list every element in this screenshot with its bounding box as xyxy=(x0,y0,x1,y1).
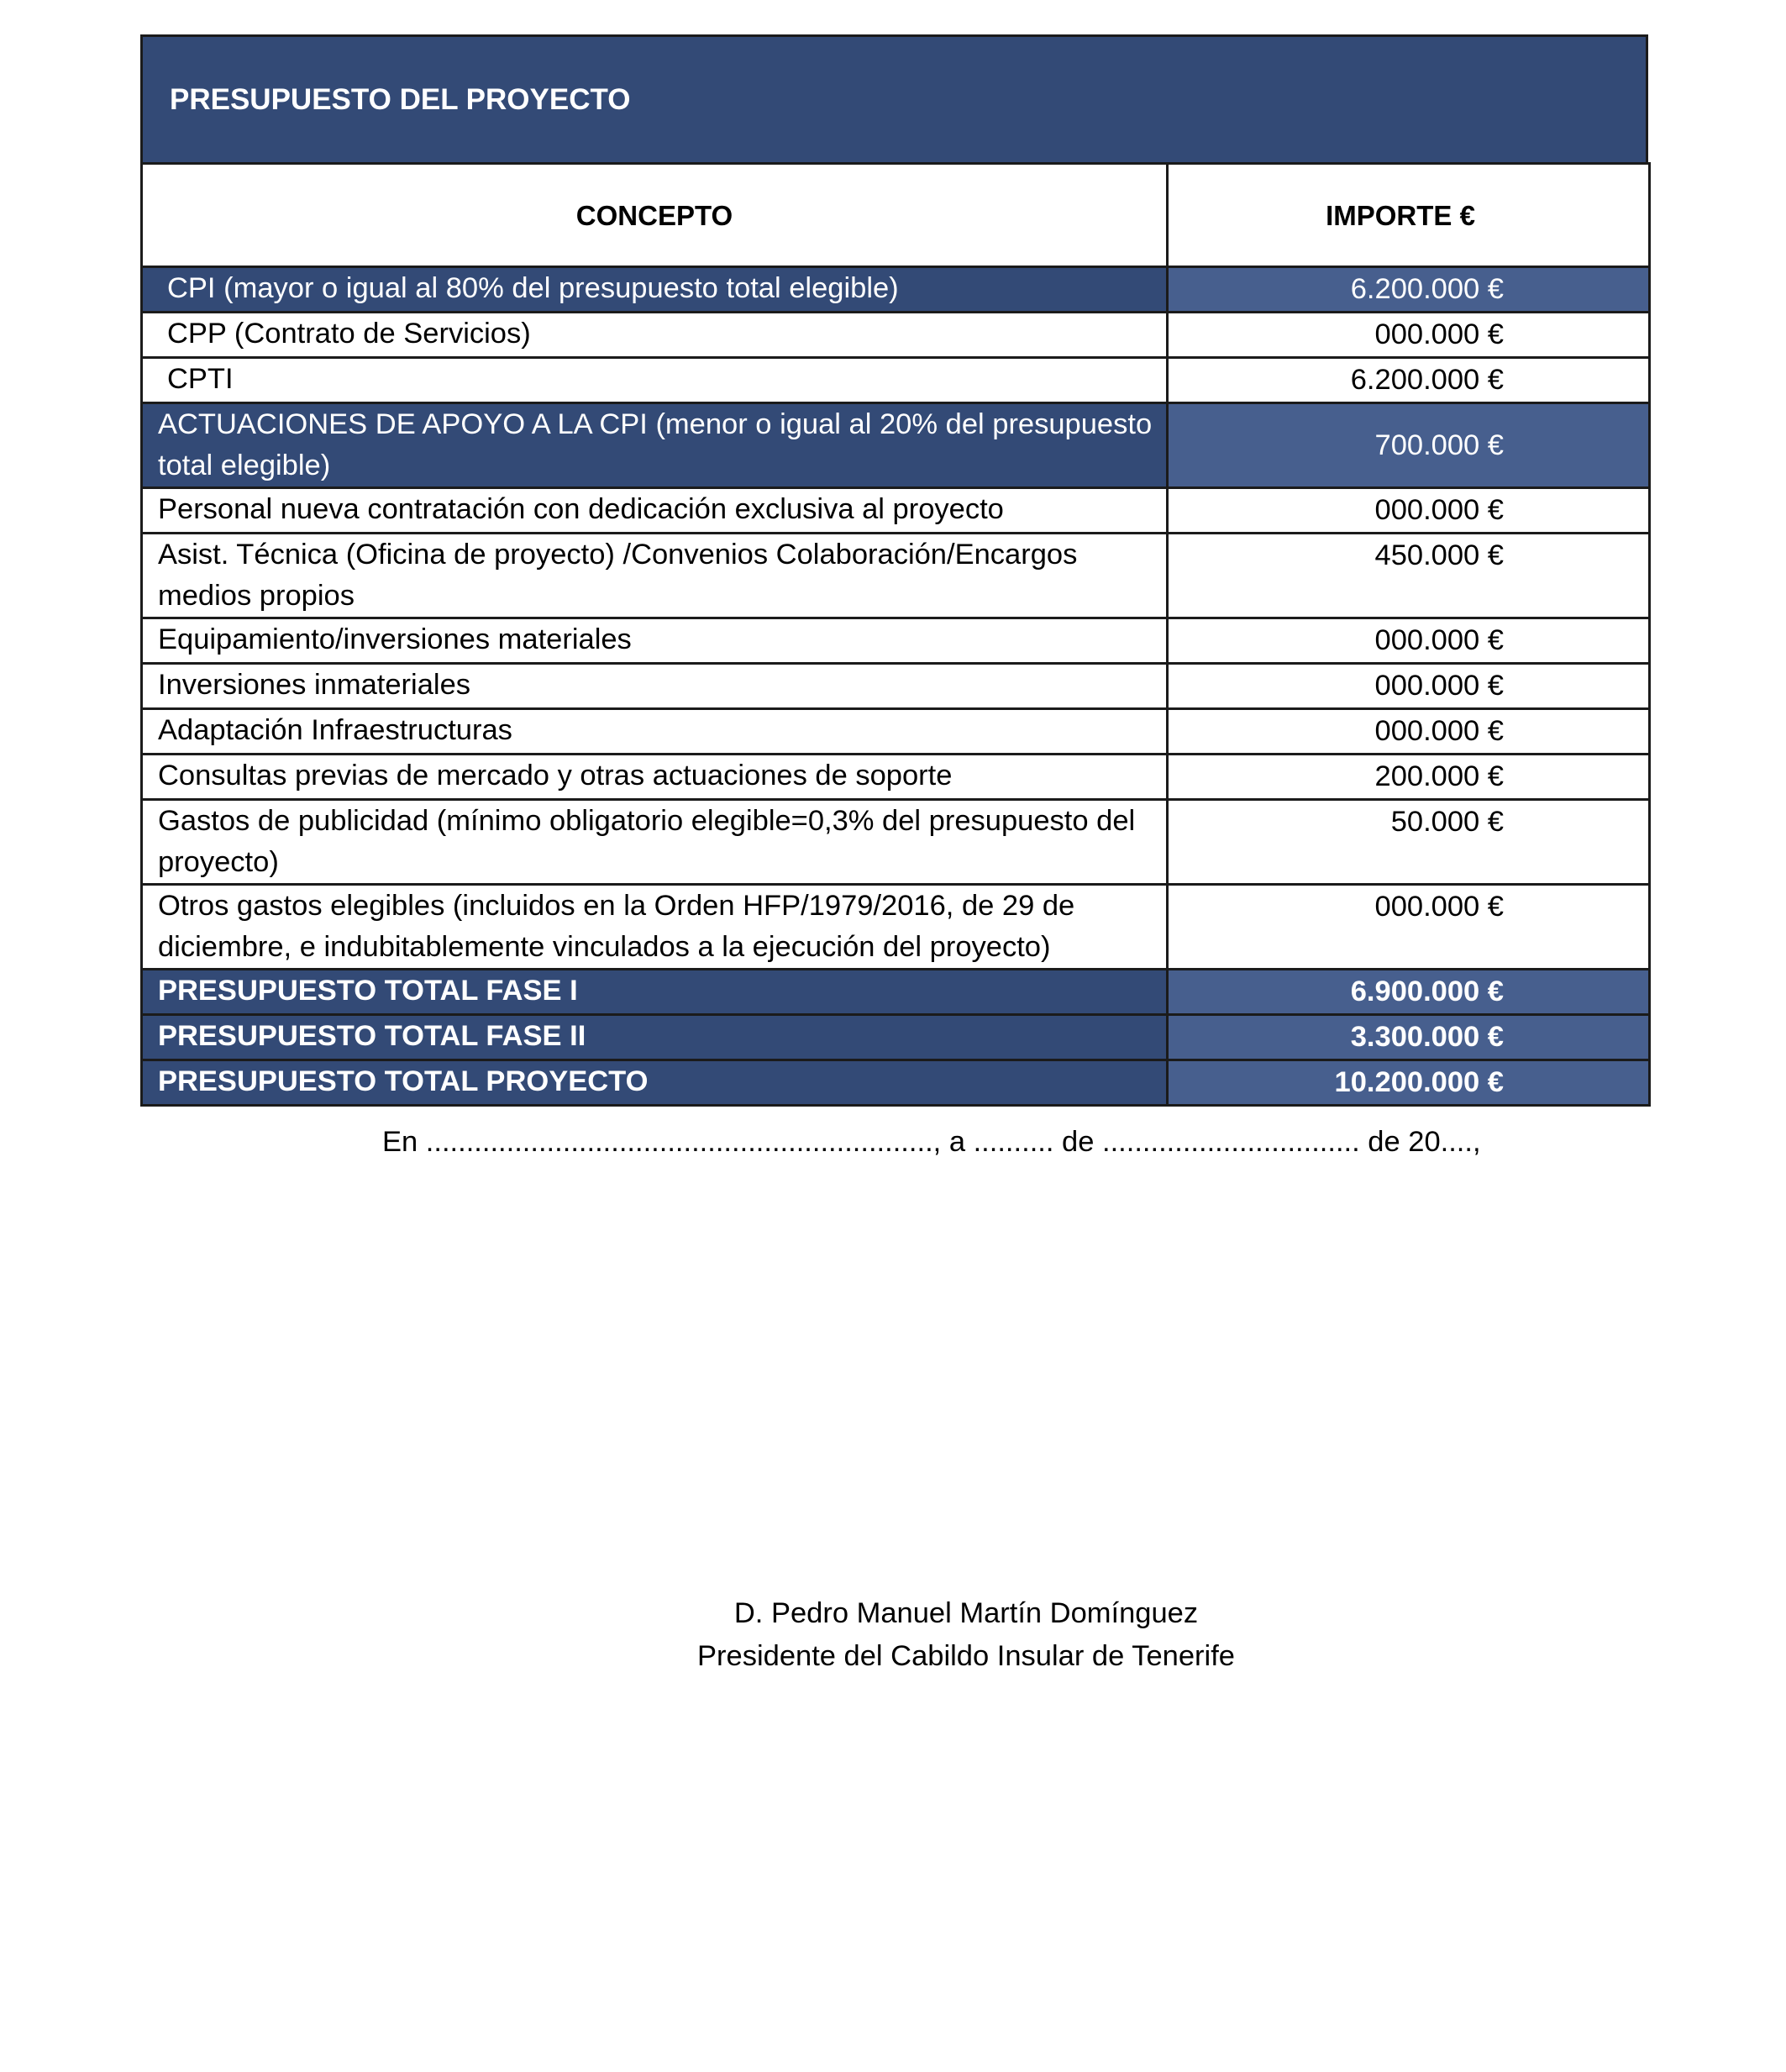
place-date-line: En ..............................................................., a .......... de ................................ de 20...., xyxy=(382,1126,1481,1158)
amount-cell: 000.000 € xyxy=(1168,885,1650,970)
concept-cell: Asist. Técnica (Oficina de proyecto) /Convenios Colaboración/Encargos medios propios xyxy=(142,534,1168,618)
total-label: PRESUPUESTO TOTAL FASE I xyxy=(142,970,1168,1015)
table-row xyxy=(142,885,1650,970)
amount-cell: 000.000 € xyxy=(1168,664,1650,709)
amount-cell: 000.000 € xyxy=(1168,488,1650,534)
concept-cell: Personal nueva contratación con dedicación exclusiva al proyecto xyxy=(142,488,1168,534)
table-row xyxy=(142,618,1650,664)
concept-cell: ACTUACIONES DE APOYO A LA CPI (menor o igual al 20% del presupuesto total elegible) xyxy=(142,403,1168,488)
table-row xyxy=(142,709,1650,755)
amount-cell: 000.000 € xyxy=(1168,618,1650,664)
total-row-phase-2 xyxy=(142,1015,1650,1060)
table-row xyxy=(142,755,1650,800)
concept-cell: CPP (Contrato de Servicios) xyxy=(142,313,1168,358)
amount-cell: 000.000 € xyxy=(1168,709,1650,755)
amount-cell: 450.000 € xyxy=(1168,534,1650,618)
table-row xyxy=(142,800,1650,885)
concept-cell: CPI (mayor o igual al 80% del presupuesto total elegible) xyxy=(142,267,1168,313)
total-label: PRESUPUESTO TOTAL PROYECTO xyxy=(142,1060,1168,1106)
total-row-project xyxy=(142,1060,1650,1106)
amount-cell: 6.200.000 € xyxy=(1168,267,1650,313)
total-amount: 10.200.000 € xyxy=(1168,1060,1650,1106)
concept-column-header: CONCEPTO xyxy=(142,164,1168,267)
amount-cell: 50.000 € xyxy=(1168,800,1650,885)
concept-cell: Gastos de publicidad (mínimo obligatorio elegible=0,3% del presupuesto del proyecto) xyxy=(142,800,1168,885)
concept-cell: Inversiones inmateriales xyxy=(142,664,1168,709)
total-label: PRESUPUESTO TOTAL FASE II xyxy=(142,1015,1168,1060)
concept-cell: Otros gastos elegibles (incluidos en la Orden HFP/1979/2016, de 29 de diciembre, e indubitablemente vinculados a la ejecución del proyecto) xyxy=(142,885,1168,970)
signature-block xyxy=(655,1592,1277,1678)
budget-table-block xyxy=(140,34,1648,1107)
concept-cell: Equipamiento/inversiones materiales xyxy=(142,618,1168,664)
amount-cell: 6.200.000 € xyxy=(1168,358,1650,403)
table-row xyxy=(142,664,1650,709)
concept-cell: CPTI xyxy=(142,358,1168,403)
concept-cell: Adaptación Infraestructuras xyxy=(142,709,1168,755)
amount-column-header: IMPORTE € xyxy=(1168,164,1650,267)
table-row xyxy=(142,358,1650,403)
signatory-position: Presidente del Cabildo Insular de Tenerife xyxy=(697,1640,1235,1672)
table-row xyxy=(142,403,1650,488)
amount-cell: 700.000 € xyxy=(1168,403,1650,488)
concept-cell: Consultas previas de mercado y otras actuaciones de soporte xyxy=(142,755,1168,800)
table-title: PRESUPUESTO DEL PROYECTO xyxy=(140,34,1648,162)
table-row xyxy=(142,534,1650,618)
budget-table xyxy=(140,162,1651,1107)
amount-cell: 200.000 € xyxy=(1168,755,1650,800)
total-amount: 6.900.000 € xyxy=(1168,970,1650,1015)
header-row xyxy=(142,164,1650,267)
amount-cell: 000.000 € xyxy=(1168,313,1650,358)
total-row-phase-1 xyxy=(142,970,1650,1015)
table-row xyxy=(142,488,1650,534)
signatory-name: D. Pedro Manuel Martín Domínguez xyxy=(733,1597,1199,1629)
table-row xyxy=(142,313,1650,358)
table-row xyxy=(142,267,1650,313)
total-amount: 3.300.000 € xyxy=(1168,1015,1650,1060)
